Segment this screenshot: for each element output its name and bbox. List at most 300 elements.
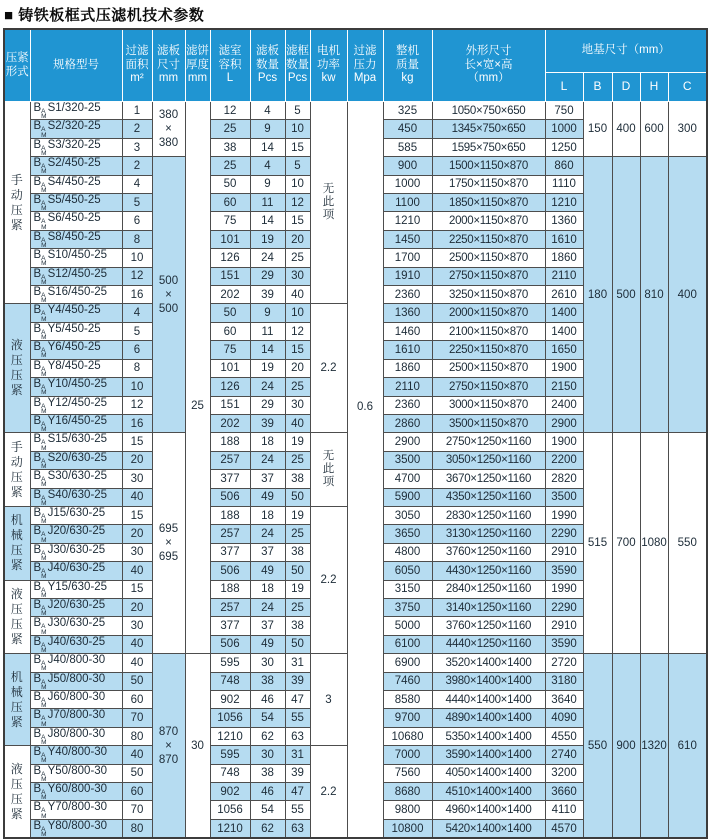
- dimensions-cell: 2500×1150×870: [432, 249, 545, 267]
- plate-count-cell: 49: [250, 635, 285, 653]
- spec-table: [3, 28, 708, 839]
- frame-count-cell: 55: [285, 709, 310, 727]
- foundation-c-cell: 610: [668, 654, 707, 839]
- plate-count-cell: 24: [250, 451, 285, 469]
- dimensions-cell: 4440×1400×1400: [432, 691, 545, 709]
- filter-area-cell: 40: [122, 562, 152, 580]
- plate-count-cell: 62: [250, 727, 285, 745]
- dimensions-cell: 3140×1250×1160: [432, 598, 545, 616]
- model-prefix-supsub: A M: [41, 439, 47, 452]
- machine-weight-cell: 5900: [383, 488, 432, 506]
- machine-weight-cell: 3750: [383, 598, 432, 616]
- model-prefix-supsub: A M: [41, 660, 47, 673]
- foundation-l-cell: 1860: [545, 249, 583, 267]
- chamber-volume-cell: 38: [210, 138, 250, 156]
- machine-weight-cell: 10680: [383, 727, 432, 745]
- plate-count-cell: 14: [250, 212, 285, 230]
- foundation-l-cell: 1650: [545, 341, 583, 359]
- model-prefix: B: [33, 470, 42, 483]
- dimensions-cell: 3500×1150×870: [432, 414, 545, 432]
- foundation-d-cell: 900: [612, 654, 640, 839]
- chamber-volume-cell: 188: [210, 506, 250, 524]
- filter-area-cell: 12: [122, 396, 152, 414]
- dimensions-cell: 5420×1400×1400: [432, 819, 545, 838]
- frame-count-cell: 38: [285, 543, 310, 561]
- machine-weight-cell: 585: [383, 138, 432, 156]
- frame-count-cell: 30: [285, 267, 310, 285]
- model-prefix-supsub: A M: [41, 531, 47, 544]
- model-prefix-supsub: A M: [41, 586, 47, 599]
- model-prefix: B: [33, 414, 42, 427]
- model-prefix: B: [33, 451, 42, 464]
- model-prefix: B: [33, 194, 42, 207]
- model-prefix: B: [33, 709, 42, 722]
- plate-count-cell: 37: [250, 543, 285, 561]
- clamp-type-cell: 机械 压紧: [4, 654, 30, 746]
- header-chamber-volume: 滤室 容积 L: [210, 29, 250, 102]
- chamber-volume-cell: 202: [210, 286, 250, 304]
- machine-weight-cell: 3500: [383, 451, 432, 469]
- plate-count-cell: 19: [250, 359, 285, 377]
- machine-weight-cell: 1000: [383, 175, 432, 193]
- machine-weight-cell: 1360: [383, 304, 432, 322]
- foundation-d-cell: 700: [612, 433, 640, 654]
- frame-count-cell: 30: [285, 396, 310, 414]
- model-prefix: B: [33, 396, 42, 409]
- model-cell: B A M J20/630-25: [30, 525, 122, 543]
- chamber-volume-cell: 25: [210, 157, 250, 175]
- machine-weight-cell: 900: [383, 157, 432, 175]
- machine-weight-cell: 7000: [383, 746, 432, 764]
- header-plate-count: 滤板 数量 Pcs: [250, 29, 285, 102]
- plate-count-cell: 49: [250, 488, 285, 506]
- model-prefix-supsub: A M: [41, 200, 47, 212]
- frame-count-cell: 15: [285, 212, 310, 230]
- dimensions-cell: 1345×750×650: [432, 120, 545, 138]
- frame-count-cell: 20: [285, 359, 310, 377]
- model-cell: B A M J50/800-30: [30, 672, 122, 690]
- model-prefix-supsub: A M: [41, 163, 47, 176]
- plate-count-cell: 24: [250, 525, 285, 543]
- model-cell: B A M Y15/630-25: [30, 580, 122, 598]
- machine-weight-cell: 8580: [383, 691, 432, 709]
- model-cell: B A M Y10/450-25: [30, 378, 122, 396]
- plate-count-cell: 14: [250, 138, 285, 156]
- model-prefix: B: [33, 249, 42, 262]
- dimensions-cell: 3130×1250×1160: [432, 525, 545, 543]
- model-cell: B A M S15/630-25: [30, 433, 122, 451]
- foundation-l-cell: 3180: [545, 672, 583, 690]
- model-cell: B A M Y16/450-25: [30, 414, 122, 432]
- model-cell: B A M Y40/800-30: [30, 746, 122, 764]
- model-prefix-supsub: A M: [41, 218, 47, 231]
- frame-count-cell: 40: [285, 414, 310, 432]
- foundation-l-cell: 1000: [545, 120, 583, 138]
- chamber-volume-cell: 506: [210, 562, 250, 580]
- foundation-l-cell: 1990: [545, 506, 583, 524]
- model-prefix-supsub: A M: [41, 715, 47, 728]
- chamber-volume-cell: 60: [210, 194, 250, 212]
- foundation-l-cell: 3590: [545, 635, 583, 653]
- chamber-volume-cell: 25: [210, 120, 250, 138]
- filter-area-cell: 40: [122, 635, 152, 653]
- filter-area-cell: 6: [122, 341, 152, 359]
- model-prefix-supsub: A M: [41, 807, 47, 820]
- foundation-l-cell: 1250: [545, 138, 583, 156]
- model-prefix: B: [33, 138, 42, 151]
- model-prefix: B: [33, 378, 42, 391]
- dimensions-cell: 2750×1150×870: [432, 378, 545, 396]
- plate-count-cell: 14: [250, 341, 285, 359]
- machine-weight-cell: 2110: [383, 378, 432, 396]
- filter-area-cell: 20: [122, 598, 152, 616]
- model-prefix-supsub: A M: [41, 384, 47, 396]
- foundation-l-cell: 3200: [545, 764, 583, 782]
- header-cake-thickness: 滤饼 厚度 mm: [185, 29, 210, 102]
- filter-area-cell: 20: [122, 451, 152, 469]
- frame-count-cell: 50: [285, 635, 310, 653]
- filter-area-cell: 15: [122, 506, 152, 524]
- frame-count-cell: 25: [285, 451, 310, 469]
- machine-weight-cell: 3150: [383, 580, 432, 598]
- model-prefix: B: [33, 120, 42, 133]
- frame-count-cell: 10: [285, 175, 310, 193]
- chamber-volume-cell: 188: [210, 433, 250, 451]
- model-prefix-supsub: A M: [41, 236, 47, 249]
- machine-weight-cell: 1210: [383, 212, 432, 230]
- header-foundation: 地基尺寸（mm）: [545, 29, 707, 73]
- chamber-volume-cell: 595: [210, 746, 250, 764]
- model-prefix-supsub: A M: [41, 273, 47, 286]
- frame-count-cell: 31: [285, 654, 310, 672]
- dimensions-cell: 2500×1150×870: [432, 359, 545, 377]
- filter-area-cell: 5: [122, 194, 152, 212]
- model-cell: B A M S6/450-25: [30, 212, 122, 230]
- model-cell: B A M J40/630-25: [30, 635, 122, 653]
- machine-weight-cell: 2900: [383, 433, 432, 451]
- clamp-type-cell: 手动 压紧: [4, 102, 30, 304]
- model-prefix: B: [33, 157, 42, 170]
- chamber-volume-cell: 151: [210, 267, 250, 285]
- model-prefix: B: [33, 433, 42, 446]
- header-clamp-type: 压紧 形式: [4, 29, 30, 102]
- foundation-h-cell: 810: [640, 157, 668, 433]
- dimensions-cell: 4960×1400×1400: [432, 801, 545, 819]
- chamber-volume-cell: 75: [210, 212, 250, 230]
- plate-count-cell: 18: [250, 506, 285, 524]
- model-prefix-supsub: A M: [41, 770, 47, 783]
- filter-area-cell: 15: [122, 433, 152, 451]
- chamber-volume-cell: 126: [210, 249, 250, 267]
- foundation-l-cell: 1900: [545, 359, 583, 377]
- filter-area-cell: 2: [122, 157, 152, 175]
- model-cell: B A M J20/630-25: [30, 598, 122, 616]
- foundation-b-cell: 515: [583, 433, 612, 654]
- plate-count-cell: 54: [250, 801, 285, 819]
- chamber-volume-cell: 257: [210, 598, 250, 616]
- clamp-type-cell: 手动 压紧: [4, 433, 30, 507]
- machine-weight-cell: 10800: [383, 819, 432, 838]
- filter-area-cell: 16: [122, 414, 152, 432]
- dimensions-cell: 1050×750×650: [432, 102, 545, 120]
- dimensions-cell: 2750×1150×870: [432, 267, 545, 285]
- model-cell: B A M J40/800-30: [30, 654, 122, 672]
- plate-count-cell: 62: [250, 819, 285, 838]
- header-frame-count: 滤框 数量 Pcs: [285, 29, 310, 102]
- dimensions-cell: 1500×1150×870: [432, 157, 545, 175]
- model-cell: B A M S1/320-25: [30, 102, 122, 120]
- frame-count-cell: 5: [285, 157, 310, 175]
- chamber-volume-cell: 377: [210, 470, 250, 488]
- model-cell: B A M Y80/800-30: [30, 819, 122, 838]
- foundation-l-cell: 1400: [545, 322, 583, 340]
- machine-weight-cell: 6900: [383, 654, 432, 672]
- model-cell: B A M S20/630-25: [30, 451, 122, 469]
- foundation-l-cell: 3660: [545, 783, 583, 801]
- plate-count-cell: 9: [250, 304, 285, 322]
- filter-area-cell: 70: [122, 801, 152, 819]
- model-cell: B A M S30/630-25: [30, 470, 122, 488]
- dimensions-cell: 3670×1250×1160: [432, 470, 545, 488]
- model-prefix: B: [33, 212, 42, 225]
- foundation-l-cell: 1400: [545, 304, 583, 322]
- chamber-volume-cell: 188: [210, 580, 250, 598]
- foundation-l-cell: 2740: [545, 746, 583, 764]
- motor-power-cell: 3: [310, 654, 347, 746]
- machine-weight-cell: 1860: [383, 359, 432, 377]
- frame-count-cell: 19: [285, 506, 310, 524]
- frame-count-cell: 63: [285, 727, 310, 745]
- foundation-c-cell: 300: [668, 102, 707, 157]
- foundation-l-cell: 750: [545, 102, 583, 120]
- chamber-volume-cell: 595: [210, 654, 250, 672]
- dimensions-cell: 4510×1400×1400: [432, 783, 545, 801]
- model-prefix: B: [33, 764, 42, 777]
- chamber-volume-cell: 75: [210, 341, 250, 359]
- filter-area-cell: 30: [122, 617, 152, 635]
- model-prefix: B: [33, 783, 42, 796]
- foundation-l-cell: 2910: [545, 543, 583, 561]
- header-foundation-l: L: [545, 73, 583, 102]
- model-cell: B A M S16/450-25: [30, 286, 122, 304]
- filter-area-cell: 60: [122, 783, 152, 801]
- dimensions-cell: 3590×1400×1400: [432, 746, 545, 764]
- machine-weight-cell: 7560: [383, 764, 432, 782]
- chamber-volume-cell: 101: [210, 359, 250, 377]
- plate-count-cell: 46: [250, 691, 285, 709]
- header-filter-area: 过滤 面积 m²: [122, 29, 152, 102]
- header-model: 规格型号: [30, 29, 122, 102]
- frame-count-cell: 10: [285, 120, 310, 138]
- chamber-volume-cell: 1210: [210, 819, 250, 838]
- filter-area-cell: 3: [122, 138, 152, 156]
- filter-area-cell: 50: [122, 764, 152, 782]
- dimensions-cell: 4440×1250×1160: [432, 635, 545, 653]
- plate-count-cell: 29: [250, 396, 285, 414]
- filter-area-cell: 6: [122, 212, 152, 230]
- plate-count-cell: 18: [250, 580, 285, 598]
- filter-area-cell: 5: [122, 322, 152, 340]
- header-filter-pressure: 过滤 压力 Mpa: [347, 29, 383, 102]
- plate-count-cell: 54: [250, 709, 285, 727]
- model-cell: B A M J15/630-25: [30, 506, 122, 524]
- foundation-l-cell: 3590: [545, 562, 583, 580]
- foundation-l-cell: 2910: [545, 617, 583, 635]
- header-foundation-h: H: [640, 73, 668, 102]
- chamber-volume-cell: 126: [210, 378, 250, 396]
- motor-power-cell: 无 此 项: [310, 102, 347, 304]
- header-foundation-c: C: [668, 73, 707, 102]
- plate-count-cell: 11: [250, 322, 285, 340]
- plate-count-cell: 18: [250, 433, 285, 451]
- model-prefix-supsub: A M: [41, 292, 47, 304]
- model-cell: B A M S40/630-25: [30, 488, 122, 506]
- plate-count-cell: 24: [250, 598, 285, 616]
- frame-count-cell: 15: [285, 341, 310, 359]
- frame-count-cell: 38: [285, 470, 310, 488]
- frame-count-cell: 38: [285, 617, 310, 635]
- model-cell: B A M Y6/450-25: [30, 341, 122, 359]
- foundation-l-cell: 2720: [545, 654, 583, 672]
- model-prefix-supsub: A M: [41, 641, 47, 654]
- chamber-volume-cell: 377: [210, 543, 250, 561]
- filter-area-cell: 4: [122, 304, 152, 322]
- table-row: [4, 102, 707, 120]
- filter-area-cell: 40: [122, 654, 152, 672]
- clamp-type-cell: 液压 压紧: [4, 304, 30, 433]
- header-overall-dims: 外形尺寸 长×宽×高 （mm）: [432, 29, 545, 102]
- frame-count-cell: 47: [285, 691, 310, 709]
- model-prefix-supsub: A M: [41, 347, 47, 360]
- foundation-b-cell: 550: [583, 654, 612, 839]
- model-prefix-supsub: A M: [41, 733, 47, 746]
- chamber-volume-cell: 377: [210, 617, 250, 635]
- frame-count-cell: 15: [285, 138, 310, 156]
- model-prefix-supsub: A M: [41, 604, 47, 617]
- frame-count-cell: 20: [285, 230, 310, 248]
- filter-area-cell: 8: [122, 359, 152, 377]
- frame-count-cell: 25: [285, 378, 310, 396]
- model-prefix-supsub: A M: [41, 457, 47, 470]
- model-prefix-supsub: A M: [41, 494, 47, 507]
- model-prefix-supsub: A M: [41, 512, 47, 525]
- machine-weight-cell: 3650: [383, 525, 432, 543]
- foundation-c-cell: 550: [668, 433, 707, 654]
- model-prefix: B: [33, 102, 42, 114]
- filter-pressure-cell: 0.6: [347, 102, 383, 839]
- plate-size-cell: 870 × 870: [152, 654, 185, 839]
- machine-weight-cell: 450: [383, 120, 432, 138]
- plate-count-cell: 4: [250, 157, 285, 175]
- plate-count-cell: 4: [250, 102, 285, 120]
- frame-count-cell: 63: [285, 819, 310, 838]
- machine-weight-cell: 2860: [383, 414, 432, 432]
- foundation-l-cell: 2290: [545, 525, 583, 543]
- frame-count-cell: 31: [285, 746, 310, 764]
- dimensions-cell: 2250×1150×870: [432, 341, 545, 359]
- dimensions-cell: 5350×1400×1400: [432, 727, 545, 745]
- motor-power-cell: 无 此 项: [310, 433, 347, 507]
- dimensions-cell: 1850×1150×870: [432, 194, 545, 212]
- filter-area-cell: 16: [122, 286, 152, 304]
- model-prefix-supsub: A M: [41, 752, 47, 765]
- filter-area-cell: 10: [122, 249, 152, 267]
- dimensions-cell: 3980×1400×1400: [432, 672, 545, 690]
- model-cell: B A M J70/800-30: [30, 709, 122, 727]
- model-prefix: B: [33, 175, 42, 188]
- machine-weight-cell: 1910: [383, 267, 432, 285]
- dimensions-cell: 4350×1250×1160: [432, 488, 545, 506]
- chamber-volume-cell: 257: [210, 525, 250, 543]
- foundation-l-cell: 860: [545, 157, 583, 175]
- chamber-volume-cell: 748: [210, 764, 250, 782]
- machine-weight-cell: 6100: [383, 635, 432, 653]
- plate-count-cell: 39: [250, 286, 285, 304]
- plate-count-cell: 9: [250, 175, 285, 193]
- frame-count-cell: 55: [285, 801, 310, 819]
- model-cell: B A M S4/450-25: [30, 175, 122, 193]
- machine-weight-cell: 1700: [383, 249, 432, 267]
- model-prefix-supsub: A M: [41, 310, 47, 323]
- machine-weight-cell: 6050: [383, 562, 432, 580]
- motor-power-cell: 2.2: [310, 746, 347, 839]
- model-cell: B A M S2/450-25: [30, 157, 122, 175]
- foundation-b-cell: 180: [583, 157, 612, 433]
- dimensions-cell: 3760×1250×1160: [432, 543, 545, 561]
- foundation-d-cell: 400: [612, 102, 640, 157]
- foundation-l-cell: 3640: [545, 691, 583, 709]
- model-cell: B A M Y60/800-30: [30, 783, 122, 801]
- foundation-b-cell: 150: [583, 102, 612, 157]
- model-cell: B A M Y70/800-30: [30, 801, 122, 819]
- model-cell: B A M J60/800-30: [30, 691, 122, 709]
- header-foundation-b: B: [583, 73, 612, 102]
- motor-power-cell: 2.2: [310, 304, 347, 433]
- machine-weight-cell: 9800: [383, 801, 432, 819]
- plate-size-cell: 695 × 695: [152, 433, 185, 654]
- model-prefix: B: [33, 801, 42, 814]
- plate-count-cell: 37: [250, 470, 285, 488]
- frame-count-cell: 40: [285, 286, 310, 304]
- plate-count-cell: 37: [250, 617, 285, 635]
- model-prefix-supsub: A M: [41, 144, 47, 157]
- dimensions-cell: 4050×1400×1400: [432, 764, 545, 782]
- model-prefix-supsub: A M: [41, 255, 47, 268]
- model-prefix-supsub: A M: [41, 678, 47, 691]
- plate-count-cell: 29: [250, 267, 285, 285]
- frame-count-cell: 50: [285, 488, 310, 506]
- foundation-l-cell: 1360: [545, 212, 583, 230]
- dimensions-cell: 3050×1250×1160: [432, 451, 545, 469]
- chamber-volume-cell: 506: [210, 635, 250, 653]
- model-prefix-supsub: A M: [41, 108, 47, 120]
- model-prefix: B: [33, 727, 42, 740]
- machine-weight-cell: 1610: [383, 341, 432, 359]
- dimensions-cell: 2100×1150×870: [432, 322, 545, 340]
- model-cell: B A M J30/630-25: [30, 543, 122, 561]
- frame-count-cell: 25: [285, 598, 310, 616]
- foundation-l-cell: 2110: [545, 267, 583, 285]
- motor-power-cell: 2.2: [310, 506, 347, 653]
- plate-count-cell: 11: [250, 194, 285, 212]
- model-prefix: B: [33, 635, 42, 648]
- filter-area-cell: 2: [122, 120, 152, 138]
- model-cell: B A M S8/450-25: [30, 230, 122, 248]
- foundation-l-cell: 2610: [545, 286, 583, 304]
- machine-weight-cell: 1100: [383, 194, 432, 212]
- chamber-volume-cell: 50: [210, 175, 250, 193]
- frame-count-cell: 39: [285, 764, 310, 782]
